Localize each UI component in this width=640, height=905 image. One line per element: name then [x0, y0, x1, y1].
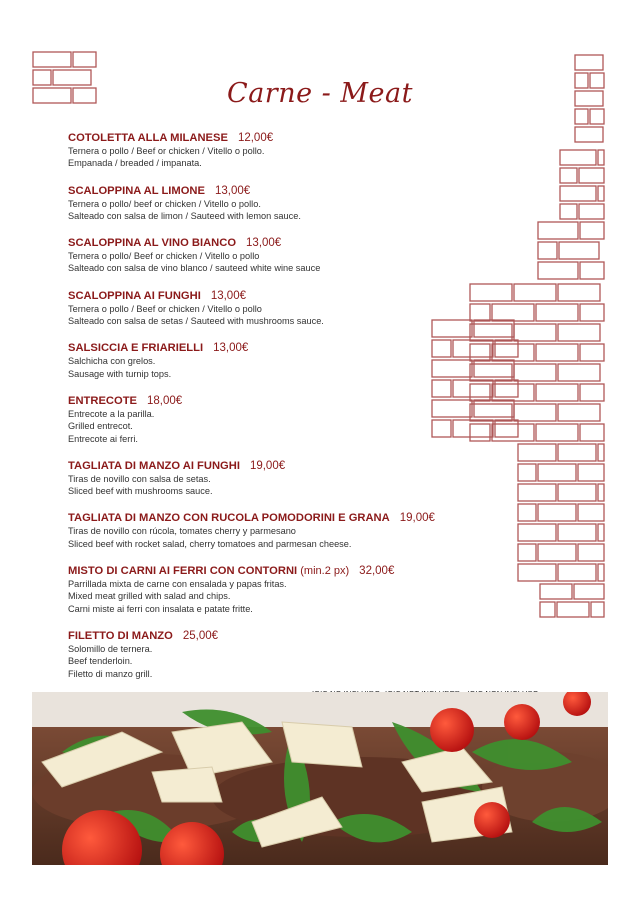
menu-item-heading [68, 564, 428, 578]
menu-item-description: Sliced beef with rocket salad, cherry tomatoes and parmesan cheese. [68, 538, 352, 549]
menu-item-description: Grilled entrecot. [68, 421, 133, 432]
menu-item-name: COTOLETTA ALLA MILANESE [68, 132, 228, 144]
menu-item [68, 629, 428, 680]
menu-item [68, 511, 435, 550]
menu-item [68, 459, 428, 498]
menu-item-heading [68, 629, 428, 643]
menu-item-description: Sliced beef with mushrooms sauce. [68, 486, 213, 497]
food-photo-beef-tagliata [32, 692, 608, 865]
menu-item-name: FILETTO DI MANZO [68, 629, 173, 642]
meat-menu-list [68, 131, 435, 694]
menu-item [68, 184, 428, 223]
menu-item-price: 13,00€ [210, 289, 246, 302]
menu-item-heading [68, 184, 428, 198]
page-title: Carne - Meat [227, 78, 413, 109]
menu-item [68, 236, 428, 275]
menu-item-name: TAGLIATA DI MANZO CON RUCOLA POMODORINI E GRANA [68, 512, 390, 525]
menu-item-description: Mixed meat grilled with salad and chips. [68, 591, 231, 602]
menu-item-description: Entrecote a la parilla. [68, 408, 155, 419]
menu-item-name: TAGLIATA DI MANZO AI FUNGHI [68, 459, 240, 472]
menu-item-description: Beef tenderloin. [68, 656, 133, 667]
menu-item-description: Salteado con salsa de limon / Sauteed with lemon sauce. [68, 210, 301, 221]
menu-item-name: ENTRECOTE [68, 394, 137, 407]
menu-item [68, 341, 428, 380]
menu-item-heading [68, 394, 428, 408]
menu-item-name: SCALOPPINA AL LIMONE [68, 184, 205, 197]
menu-item-description: Empanada / breaded / impanata. [68, 158, 202, 169]
menu-item-heading [68, 131, 428, 145]
menu-item-name: SALSICCIA E FRIARIELLI [68, 342, 204, 355]
menu-item-price: 13,00€ [246, 237, 282, 250]
menu-item-description: Ternera o pollo / Beef or chicken / Vitello o pollo [68, 303, 262, 314]
menu-item-price: 19,00€ [249, 459, 286, 472]
menu-item-description: Filetto di manzo grill. [68, 668, 153, 679]
menu-item-description: Ternera o pollo/ Beef or chicken / Vitello o pollo [68, 251, 260, 262]
menu-item-description: Tiras de novillo con salsa de setas. [68, 473, 211, 484]
menu-item-name: MISTO DI CARNI AI FERRI CON CONTORNI [68, 565, 298, 578]
menu-item-description: Salchicha con grelos. [68, 356, 156, 367]
menu-item-heading [68, 289, 428, 303]
menu-item-description: Tiras de novillo con rúcola, tomates cherry y parmesano [68, 526, 296, 537]
menu-item-price: 19,00€ [399, 512, 435, 525]
menu-item [68, 131, 428, 170]
menu-item-description: Ternera o pollo / Beef or chicken / Vitello o pollo. [68, 146, 265, 156]
menu-item-description: Parrillada mixta de carne con ensalada y papas fritas. [68, 579, 287, 590]
menu-item-description: Carni miste ai ferri con insalata e patate fritte. [68, 603, 253, 614]
menu-item-price: 25,00€ [182, 629, 219, 642]
menu-item-note: (min.2 px) [300, 565, 350, 578]
menu-item-price: 18,00€ [147, 394, 183, 407]
menu-item [68, 564, 428, 615]
menu-item-name: SCALOPPINA AL VINO BIANCO [68, 237, 237, 250]
menu-item-heading [68, 459, 428, 473]
menu-item-description: Salteado con salsa de setas / Sauteed with mushrooms sauce. [68, 316, 324, 327]
menu-item [68, 394, 428, 445]
menu-item-heading [68, 341, 428, 355]
menu-item-description: Entrecote ai ferri. [68, 433, 138, 444]
menu-item-description: Solomillo de ternera. [68, 643, 153, 654]
menu-item-heading [68, 236, 428, 250]
menu-item-name: SCALOPPINA AI FUNGHI [68, 289, 201, 302]
menu-item [68, 289, 428, 328]
menu-item-heading [68, 511, 435, 525]
menu-item-price: 13,00€ [213, 342, 249, 355]
menu-item-price: 32,00€ [359, 565, 395, 578]
menu-item-description: Ternera o pollo/ beef or chicken / Vitello o pollo. [68, 198, 261, 209]
menu-item-description: Salteado con salsa de vino blanco / sauteed white wine sauce [68, 263, 321, 274]
menu-item-price: 12,00€ [237, 132, 274, 144]
menu-item-price: 13,00€ [214, 184, 251, 197]
menu-item-description: Sausage with turnip tops. [68, 368, 172, 379]
